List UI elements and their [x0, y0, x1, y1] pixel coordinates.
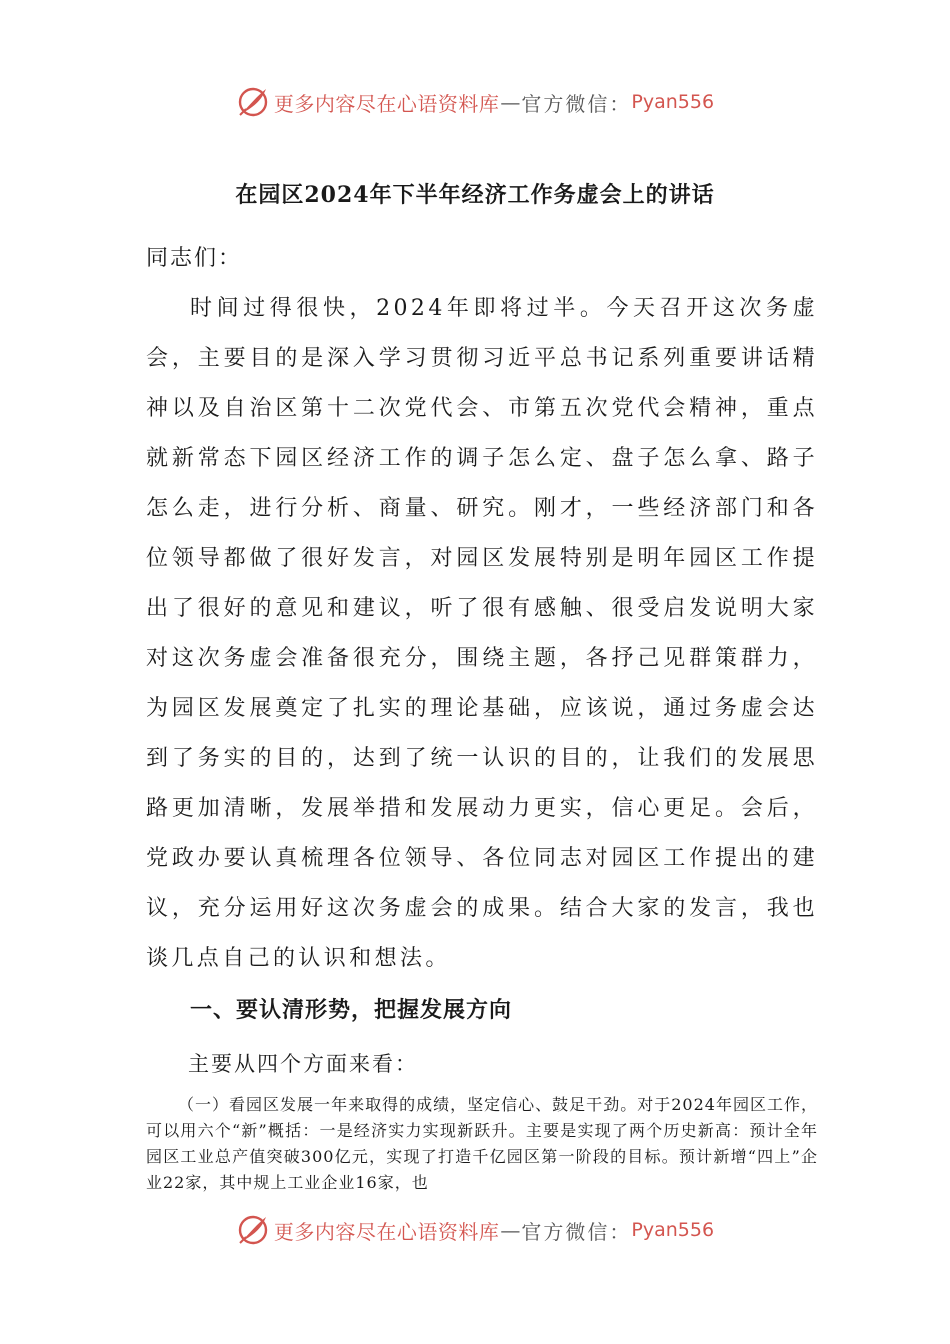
watermark-banner-top: [0, 80, 950, 124]
banner-wechat-label: 官方微信：: [521, 1219, 632, 1244]
banner-wechat-id: Pyan556: [631, 1219, 715, 1241]
subsection-paragraph: （一）看园区发展一年来取得的成绩，坚定信心、鼓足干劲。对于2024年园区工作，可以用六个“新”概括：一是经济实力实现新跃升。主要是实现了两个历史新高：预计全年园区工业总产值突破300亿元，实现了打造千亿园区第一阶段的目标。预计新增“四上”企业22家，其中规上工业企业16家，也: [146, 1095, 818, 1192]
quill-logo-icon: [236, 85, 270, 119]
document-body: [146, 234, 818, 1196]
banner-dash: —: [500, 90, 521, 114]
banner-wechat-label: 官方微信：: [521, 91, 632, 116]
banner-wechat-id: Pyan556: [631, 91, 715, 113]
section-lead: 主要从四个方面来看：: [188, 1052, 418, 1076]
banner-dash: —: [500, 1218, 521, 1242]
section-heading-1: 一、要认清形势，把握发展方向: [190, 998, 513, 1023]
watermark-banner-bottom: [0, 1208, 950, 1252]
banner-brand-text: 更多内容尽在心语资料库: [273, 1219, 500, 1244]
intro-paragraph: 时间过得很快，2024年即将过半。今天召开这次务虚会，主要目的是深入学习贯彻习近平总书记系列重要讲话精神以及自治区第十二次党代会、市第五次党代会精神，重点就新常态下园区经济工作的调子怎么定、盘子怎么拿、路子怎么走，进行分析、商量、研究。刚才，一些经济部门和各位领导都做了很好发言，对园区发展特别是明年园区工作提出了很好的意见和建议，听了很有感触、很受启发说明大家对这次务虚会准备很充分，围绕主题，各抒己见群策群力，为园区发展奠定了扎实的理论基础，应该说，通过务虚会达到了务实的目的，达到了统一认识的目的，让我们的发展思路更加清晰，发展举措和发展动力更实，信心更足。会后，党政办要认真梳理各位领导、各位同志对园区工作提出的建议，充分运用好这次务虚会的成果。结合大家的发言，我也谈几点自己的认识和想法。: [146, 296, 818, 971]
document-title: 在园区2024年下半年经济工作务虚会上的讲话: [235, 182, 715, 208]
banner-brand-text: 更多内容尽在心语资料库: [273, 91, 500, 116]
quill-logo-icon: [236, 1213, 270, 1247]
salutation: 同志们：: [146, 246, 243, 271]
